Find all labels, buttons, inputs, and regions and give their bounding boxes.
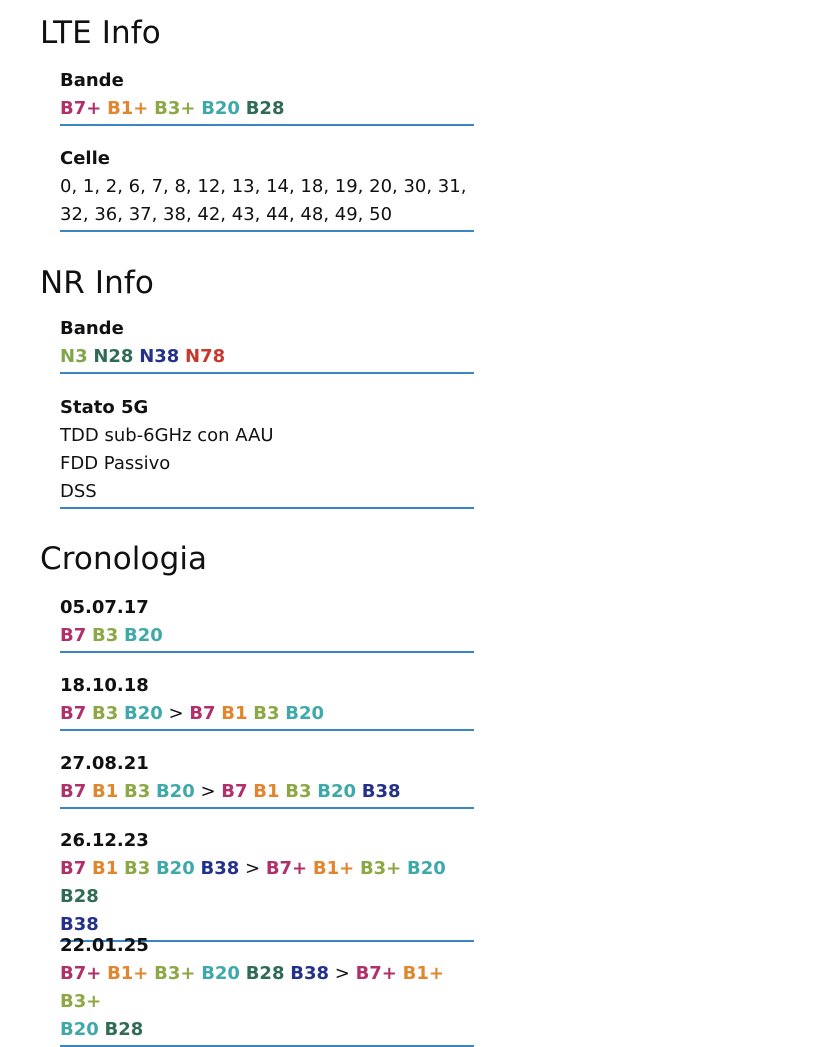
arrow-separator: > bbox=[334, 963, 350, 984]
band-tag-b20: B20 bbox=[317, 781, 357, 802]
band-tag-n38: N38 bbox=[139, 346, 180, 367]
history-entry-bands bbox=[60, 778, 474, 806]
band-tag-b1: B1 bbox=[221, 703, 248, 724]
band-tag-b1: B1+ bbox=[402, 963, 444, 984]
arrow-separator: > bbox=[244, 858, 261, 879]
band-tag-b20: B20 bbox=[155, 781, 195, 802]
band-tag-b3: B3 bbox=[91, 703, 119, 724]
history-entry-line bbox=[60, 960, 474, 1016]
history-entry-date: 05.07.17 bbox=[60, 597, 149, 618]
nr-status-block bbox=[60, 394, 474, 509]
band-tag-b7: B7+ bbox=[60, 963, 102, 984]
band-tag-b20: B20 bbox=[201, 98, 240, 119]
band-tag-b7: B7 bbox=[221, 781, 248, 802]
band-tag-b20: B20 bbox=[285, 703, 325, 724]
nr-status-label: Stato 5G bbox=[60, 397, 149, 418]
band-tag-b3: B3 bbox=[123, 781, 151, 802]
history-entry-bands bbox=[60, 622, 474, 650]
lte-section-title: LTE Info bbox=[40, 15, 161, 51]
history-entry-line bbox=[60, 622, 474, 650]
band-tag-b3: B3 bbox=[91, 625, 119, 646]
history-section-title: Cronologia bbox=[40, 541, 208, 577]
history-entry-bands bbox=[60, 700, 474, 728]
band-tag-b38: B38 bbox=[60, 914, 99, 935]
lte-cells-line: 32, 36, 37, 38, 42, 43, 44, 48, 49, 50 bbox=[60, 204, 393, 225]
lte-bands-block bbox=[60, 67, 474, 126]
band-tag-b3: B3 bbox=[285, 781, 312, 802]
lte-cells-value bbox=[60, 173, 474, 229]
band-tag-b38: B38 bbox=[200, 858, 240, 879]
band-tag-b7: B7 bbox=[60, 858, 87, 879]
band-tag-b38: B38 bbox=[361, 781, 401, 802]
history-entry-date: 27.08.21 bbox=[60, 753, 149, 774]
band-tag-b28: B28 bbox=[60, 886, 99, 907]
band-tag-b3: B3 bbox=[123, 858, 151, 879]
band-tag-b7: B7 bbox=[60, 781, 87, 802]
nr-status-value bbox=[60, 422, 474, 506]
history-entry bbox=[60, 827, 474, 942]
band-tag-b3: B3+ bbox=[154, 98, 196, 119]
band-tag-b1: B1 bbox=[253, 781, 280, 802]
nr-bands-label: Bande bbox=[60, 318, 124, 339]
band-tag-b7: B7+ bbox=[355, 963, 397, 984]
nr-section-title: NR Info bbox=[40, 265, 154, 301]
nr-status-line: TDD sub-6GHz con AAU bbox=[60, 425, 274, 446]
band-tag-b7: B7+ bbox=[60, 98, 102, 119]
history-entry-date: 26.12.23 bbox=[60, 830, 149, 851]
nr-bands-block bbox=[60, 315, 474, 374]
band-tag-b7: B7 bbox=[60, 625, 87, 646]
band-tag-b28: B28 bbox=[104, 1019, 144, 1040]
history-entry-line bbox=[60, 700, 474, 728]
band-tag-n3: N3 bbox=[60, 346, 88, 367]
history-entry bbox=[60, 750, 474, 809]
band-tag-b20: B20 bbox=[201, 963, 240, 984]
band-tag-n78: N78 bbox=[185, 346, 226, 367]
history-entry-line bbox=[60, 1016, 474, 1044]
nr-status-line: FDD Passivo bbox=[60, 453, 171, 474]
band-tag-b28: B28 bbox=[245, 963, 285, 984]
arrow-separator: > bbox=[168, 703, 184, 724]
band-tag-b20: B20 bbox=[155, 858, 195, 879]
band-tag-b3: B3+ bbox=[60, 991, 102, 1012]
lte-cells-label: Celle bbox=[60, 148, 110, 169]
history-entry bbox=[60, 594, 474, 653]
band-tag-b7: B7 bbox=[189, 703, 216, 724]
band-tag-b38: B38 bbox=[290, 963, 329, 984]
band-tag-b28: B28 bbox=[245, 98, 285, 119]
lte-cells-block bbox=[60, 145, 474, 232]
history-entry-date: 22.01.25 bbox=[60, 935, 149, 956]
history-entry bbox=[60, 672, 474, 731]
band-tag-b20: B20 bbox=[123, 625, 163, 646]
band-tag-b1: B1+ bbox=[107, 98, 149, 119]
lte-bands-label: Bande bbox=[60, 70, 124, 91]
band-tag-b1: B1+ bbox=[107, 963, 149, 984]
lte-bands-value bbox=[60, 95, 474, 123]
band-tag-b7: B7 bbox=[60, 703, 87, 724]
history-entry-bands bbox=[60, 960, 474, 1044]
band-tag-b1: B1 bbox=[91, 781, 119, 802]
history-entry bbox=[60, 932, 474, 1047]
band-tag-b20: B20 bbox=[60, 1019, 99, 1040]
lte-cells-line: 0, 1, 2, 6, 7, 8, 12, 13, 14, 18, 19, 20, 30, 31, bbox=[60, 176, 467, 197]
band-tag-b3: B3 bbox=[253, 703, 280, 724]
band-tag-n28: N28 bbox=[93, 346, 134, 367]
history-entry-date: 18.10.18 bbox=[60, 675, 149, 696]
arrow-separator: > bbox=[200, 781, 216, 802]
nr-bands-value bbox=[60, 343, 474, 371]
history-entry-bands bbox=[60, 855, 474, 939]
band-tag-b1: B1+ bbox=[312, 858, 355, 879]
history-entry-line bbox=[60, 778, 474, 806]
band-tag-b3: B3+ bbox=[154, 963, 196, 984]
nr-status-line: DSS bbox=[60, 481, 97, 502]
band-tag-b3: B3+ bbox=[359, 858, 402, 879]
band-tag-b20: B20 bbox=[407, 858, 446, 879]
band-tag-b7: B7+ bbox=[265, 858, 308, 879]
history-entry-line bbox=[60, 855, 474, 911]
band-tag-b20: B20 bbox=[123, 703, 163, 724]
band-tag-b1: B1 bbox=[91, 858, 119, 879]
